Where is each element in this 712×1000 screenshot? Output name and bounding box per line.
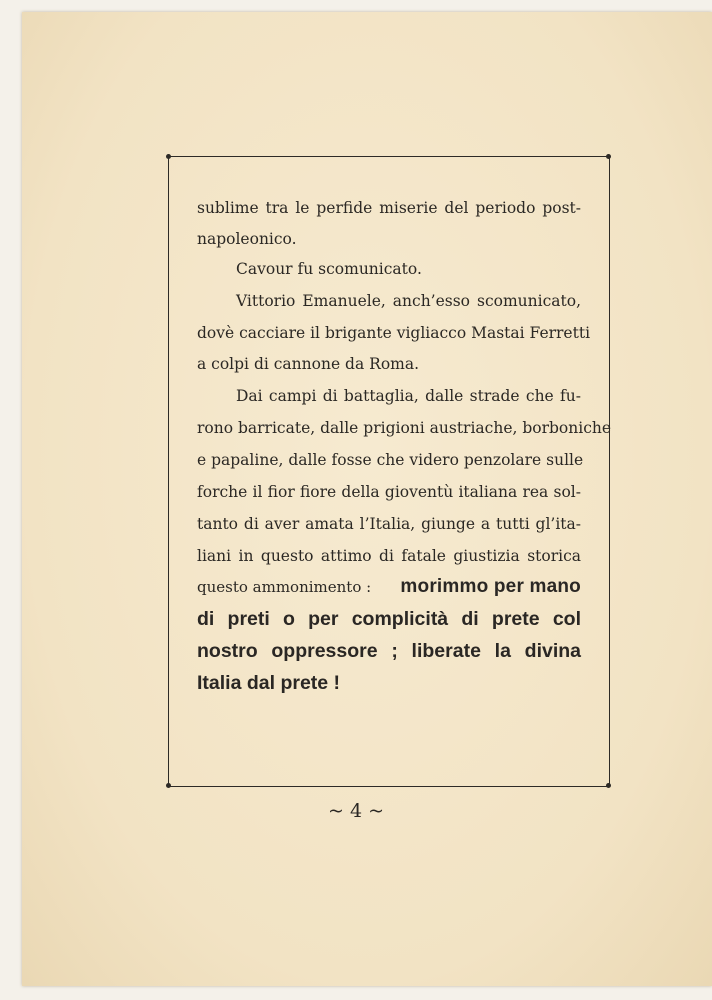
text-line: Dai campi di battaglia, dalle strade che fu- <box>236 387 581 405</box>
frame-corner-dot <box>166 783 171 788</box>
page-number: ~ 4 ~ <box>327 800 384 822</box>
text-line: a colpi di cannone da Roma. <box>197 355 420 373</box>
text-line: sublime tra le perfide miserie del periodo post- <box>197 199 581 217</box>
frame-corner-dot <box>166 154 171 159</box>
text-line: Vittorio Emanuele, anch’esso scomunicato, <box>236 292 581 310</box>
text-line: forche il fior fiore della gioventù italiana rea sol- <box>197 483 581 501</box>
bold-text-line: di preti o per complicità di prete col <box>197 608 581 630</box>
frame-corner-dot <box>606 783 611 788</box>
frame-corner-dot <box>606 154 611 159</box>
mixed-text-line <box>197 574 581 600</box>
text-line: rono barricate, dalle prigioni austriache, borboniche <box>197 419 612 437</box>
text-line: Cavour fu scomunicato. <box>236 260 422 278</box>
bold-text-line: Italia dal prete ! <box>197 672 341 694</box>
text-line: liani in questo attimo di fatale giustizia storica <box>197 547 581 565</box>
text-line: dovè cacciare il brigante vigliacco Mastai Ferretti <box>197 324 591 342</box>
text-line: tanto di aver amata l’Italia, giunge a tutti gl’ita- <box>197 515 581 533</box>
text-line: e papaline, dalle fosse che videro penzolare sulle <box>197 451 584 469</box>
text-bold-part: morimmo per mano <box>400 576 581 597</box>
text-line: napoleonico. <box>197 230 297 248</box>
text-regular-part: questo ammonimento : <box>197 578 372 596</box>
bold-text-line: nostro oppressore ; liberate la divina <box>197 640 581 662</box>
